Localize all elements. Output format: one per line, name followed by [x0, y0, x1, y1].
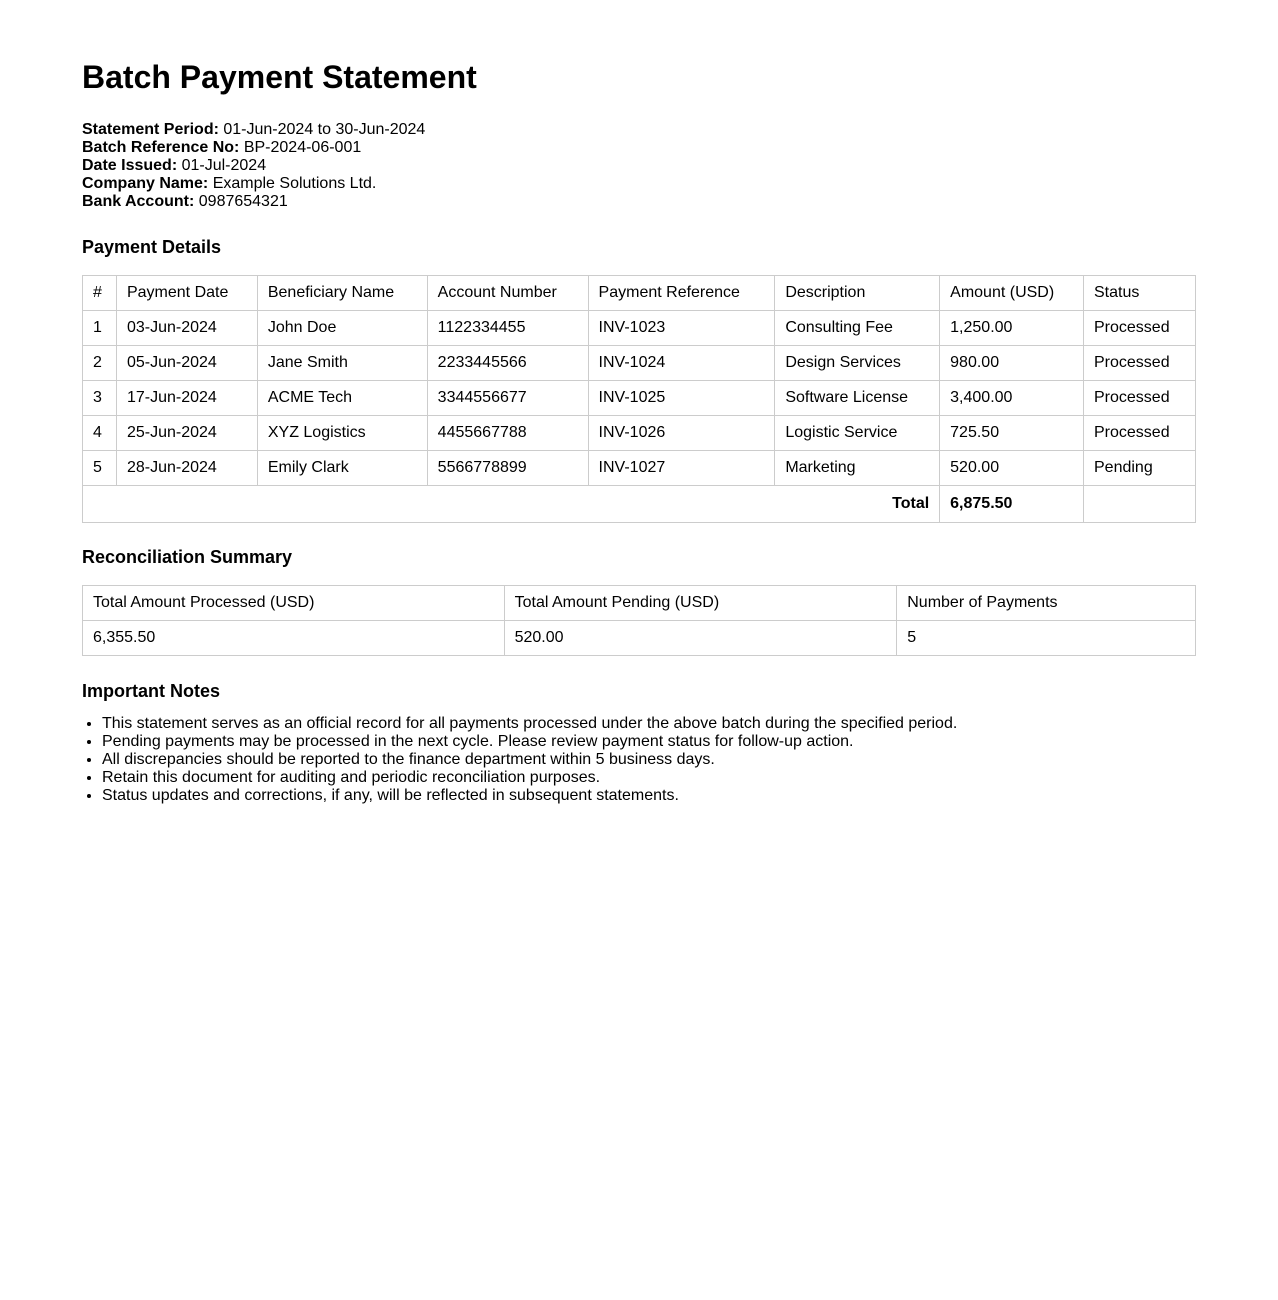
table-row	[83, 381, 1196, 416]
table-cell: 980.00	[940, 346, 1084, 381]
table-cell: John Doe	[257, 311, 427, 346]
table-cell: 28-Jun-2024	[116, 451, 257, 486]
table-cell: Processed	[1084, 416, 1196, 451]
meta-label: Bank Account:	[82, 193, 195, 210]
meta-value: BP-2024-06-001	[243, 139, 362, 156]
column-header: Account Number	[427, 276, 588, 311]
table-cell: 05-Jun-2024	[116, 346, 257, 381]
total-label: Total	[83, 486, 940, 523]
table-cell: 3344556677	[427, 381, 588, 416]
meta-date-issued	[82, 157, 1196, 175]
table-cell: ACME Tech	[257, 381, 427, 416]
empty-cell	[1084, 486, 1196, 523]
table-cell: 17-Jun-2024	[116, 381, 257, 416]
payment-details-table	[82, 275, 1196, 523]
table-cell: 3	[83, 381, 117, 416]
table-cell: Software License	[775, 381, 940, 416]
table-row	[83, 311, 1196, 346]
column-header: Payment Date	[116, 276, 257, 311]
column-header: Amount (USD)	[940, 276, 1084, 311]
table-cell: 5566778899	[427, 451, 588, 486]
total-row	[83, 486, 1196, 523]
list-item: • This statement serves as an official record for all payments processed under the above batch during the specified period.	[102, 715, 1196, 733]
table-cell: Consulting Fee	[775, 311, 940, 346]
meta-label: Company Name:	[82, 175, 209, 192]
table-cell: 5	[83, 451, 117, 486]
table-cell: 25-Jun-2024	[116, 416, 257, 451]
table-cell: 1	[83, 311, 117, 346]
meta-value: 01-Jul-2024	[181, 157, 267, 174]
table-row	[83, 621, 1196, 656]
table-cell: 03-Jun-2024	[116, 311, 257, 346]
table-cell: INV-1025	[588, 381, 775, 416]
payment-details-heading: Payment Details	[82, 237, 222, 257]
table-cell: Pending	[1084, 451, 1196, 486]
table-cell: Processed	[1084, 381, 1196, 416]
column-header: Beneficiary Name	[257, 276, 427, 311]
notes-list	[82, 715, 1196, 805]
column-header: #	[83, 276, 117, 311]
table-header-row	[83, 276, 1196, 311]
table-header-row	[83, 586, 1196, 621]
table-cell: 1,250.00	[940, 311, 1084, 346]
total-value: 6,875.50	[940, 486, 1084, 523]
table-cell: INV-1026	[588, 416, 775, 451]
meta-value: Example Solutions Ltd.	[212, 175, 377, 192]
statement-meta	[82, 121, 1196, 211]
meta-value: 01-Jun-2024 to 30-Jun-2024	[223, 121, 426, 138]
table-cell: Marketing	[775, 451, 940, 486]
table-cell: Design Services	[775, 346, 940, 381]
table-cell: 2233445566	[427, 346, 588, 381]
meta-statement-period	[82, 121, 1196, 139]
table-cell: 6,355.50	[83, 621, 505, 656]
reconciliation-heading: Reconciliation Summary	[82, 547, 293, 567]
column-header: Status	[1084, 276, 1196, 311]
table-cell: Jane Smith	[257, 346, 427, 381]
reconciliation-table	[82, 585, 1196, 656]
notes-heading: Important Notes	[82, 681, 221, 701]
table-cell: Logistic Service	[775, 416, 940, 451]
table-cell: INV-1024	[588, 346, 775, 381]
table-cell: INV-1023	[588, 311, 775, 346]
table-cell: 4455667788	[427, 416, 588, 451]
table-cell: Processed	[1084, 346, 1196, 381]
table-cell: Processed	[1084, 311, 1196, 346]
meta-company-name	[82, 175, 1196, 193]
table-cell: 520.00	[504, 621, 897, 656]
table-cell: INV-1027	[588, 451, 775, 486]
meta-batch-reference	[82, 139, 1196, 157]
page-title: Batch Payment Statement	[82, 59, 477, 95]
list-item: • Pending payments may be processed in the next cycle. Please review payment status for follow-up action.	[102, 733, 1196, 751]
meta-bank-account	[82, 193, 1196, 211]
column-header: Number of Payments	[897, 586, 1196, 621]
table-cell: 5	[897, 621, 1196, 656]
meta-label: Statement Period:	[82, 121, 219, 138]
column-header: Total Amount Pending (USD)	[504, 586, 897, 621]
column-header: Payment Reference	[588, 276, 775, 311]
list-item: • All discrepancies should be reported to the finance department within 5 business days.	[102, 751, 1196, 769]
table-cell: 1122334455	[427, 311, 588, 346]
table-row	[83, 416, 1196, 451]
table-cell: Emily Clark	[257, 451, 427, 486]
table-row	[83, 451, 1196, 486]
table-cell: 3,400.00	[940, 381, 1084, 416]
list-item: • Status updates and corrections, if any, will be reflected in subsequent statements.	[102, 787, 1196, 805]
list-item: • Retain this document for auditing and periodic reconciliation purposes.	[102, 769, 1196, 787]
table-cell: 725.50	[940, 416, 1084, 451]
table-cell: XYZ Logistics	[257, 416, 427, 451]
table-row	[83, 346, 1196, 381]
column-header: Description	[775, 276, 940, 311]
meta-label: Date Issued:	[82, 157, 178, 174]
table-cell: 4	[83, 416, 117, 451]
column-header: Total Amount Processed (USD)	[83, 586, 505, 621]
meta-label: Batch Reference No:	[82, 139, 240, 156]
meta-value: 0987654321	[198, 193, 288, 210]
table-cell: 2	[83, 346, 117, 381]
table-cell: 520.00	[940, 451, 1084, 486]
